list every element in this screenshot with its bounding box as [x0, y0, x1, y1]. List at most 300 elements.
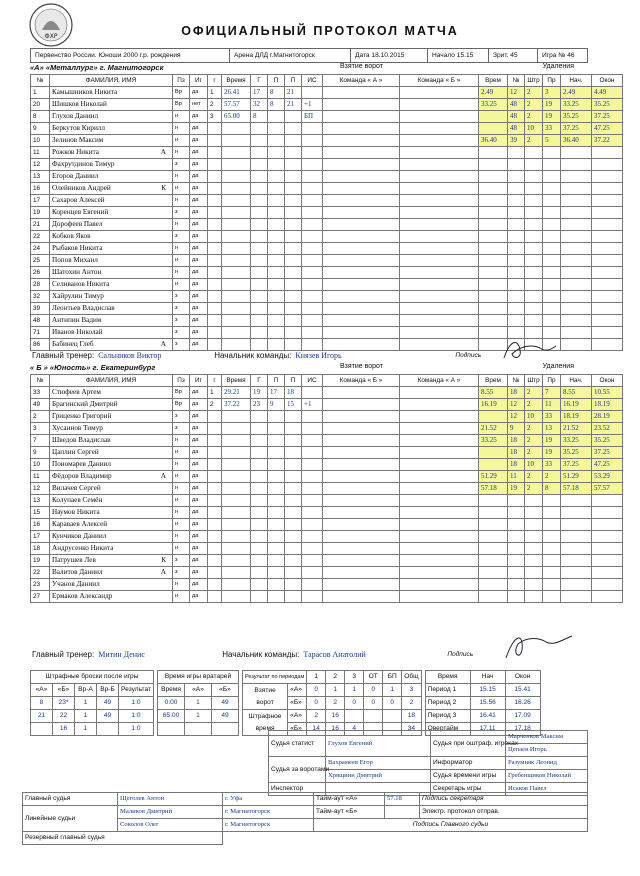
goalie-time-label: Время игры вратарей	[158, 671, 239, 684]
penalty-time	[479, 567, 508, 579]
penalty-time	[479, 171, 508, 183]
player-name: Рыбаков Никита	[50, 243, 173, 255]
goal-assist-1	[268, 315, 285, 327]
player-position: Вр	[173, 87, 190, 99]
player-played: да	[190, 303, 208, 315]
player-name: Учанов Даниил	[50, 579, 173, 591]
penalty-minutes: 2	[525, 135, 543, 147]
period-header: 2	[326, 671, 345, 684]
lineup-team-2	[400, 339, 479, 351]
lineup-team-2	[400, 87, 479, 99]
goal-scorer	[251, 471, 268, 483]
penalty-player	[508, 195, 525, 207]
period-header: ОТ	[364, 671, 383, 684]
player-name: Колупаев Семён	[50, 495, 173, 507]
penalty-time	[479, 303, 508, 315]
time-header: Нач	[470, 671, 505, 684]
goal-index	[208, 531, 222, 543]
penalty-code	[543, 543, 561, 555]
goal-assist-2	[285, 327, 302, 339]
penalty-player	[508, 159, 525, 171]
goal-time	[222, 267, 251, 279]
player-position: н	[173, 459, 190, 471]
goal-assist-1	[268, 339, 285, 351]
player-name: Егоров Даниил	[50, 171, 173, 183]
player-row	[31, 471, 623, 483]
penalty-minutes	[525, 267, 543, 279]
penalty-code: 5	[543, 135, 561, 147]
goal-assist-2	[285, 435, 302, 447]
penalty-player: 18	[508, 435, 525, 447]
line-referee-2: Соколов Олег	[118, 819, 223, 832]
player-role: А	[160, 340, 166, 348]
penalty-code: 33	[543, 123, 561, 135]
goal-time	[222, 447, 251, 459]
shootout-cell: 1	[75, 697, 97, 710]
shootout-cell	[31, 723, 53, 736]
goal-assist-2	[285, 447, 302, 459]
pen-official-2: Цепаев Игорь	[506, 744, 588, 757]
penalty-player: 18	[508, 387, 525, 399]
goal-scorer	[251, 207, 268, 219]
penalty-time	[479, 555, 508, 567]
penalty-code	[543, 219, 561, 231]
player-name: Селиванов Никита	[50, 279, 173, 291]
player-played: да	[190, 339, 208, 351]
goal-time: 37.22	[222, 399, 251, 411]
penalty-player	[508, 291, 525, 303]
team-a-section	[30, 63, 615, 351]
goal-assist-2	[285, 147, 302, 159]
goal-situation	[302, 159, 323, 171]
goal-time	[222, 315, 251, 327]
goalie-cell	[212, 723, 239, 736]
goal-assist-2	[285, 207, 302, 219]
goal-assist-1	[268, 591, 285, 603]
time-cell: 15.56	[470, 697, 505, 710]
team-a-captain: Князев Игорь	[295, 351, 342, 360]
lineup-team-1	[323, 591, 400, 603]
pim-value	[383, 710, 402, 723]
player-played: да	[190, 519, 208, 531]
goal-index	[208, 471, 222, 483]
goal-assist-2	[285, 543, 302, 555]
goal-scorer	[251, 171, 268, 183]
player-position: з	[173, 207, 190, 219]
penalty-end	[592, 579, 623, 591]
goal-assist-2	[285, 459, 302, 471]
goal-assist-2	[285, 303, 302, 315]
penalty-end	[592, 303, 623, 315]
penalty-code	[543, 579, 561, 591]
player-played: да	[190, 507, 208, 519]
svg-text:ФХР: ФХР	[44, 33, 58, 40]
penalty-time	[479, 207, 508, 219]
lineup-team-2	[400, 435, 479, 447]
goal-scorer	[251, 459, 268, 471]
goal-scorer	[251, 315, 268, 327]
penalty-time	[479, 183, 508, 195]
player-position: з	[173, 411, 190, 423]
penalty-code	[543, 495, 561, 507]
shootout-cell: 1:0	[119, 710, 154, 723]
player-played: да	[190, 291, 208, 303]
shootout-cell: 1:0	[119, 723, 154, 736]
penalty-start: 36.40	[561, 135, 592, 147]
goals-value: 0	[307, 697, 326, 710]
time-cell: 17.09	[505, 710, 540, 723]
goal-scorer	[251, 483, 268, 495]
goal-index	[208, 327, 222, 339]
shootout-cell: 23*	[53, 697, 75, 710]
lineup-team-2	[400, 171, 479, 183]
goal-situation	[302, 387, 323, 399]
goalie-header: Время	[158, 684, 185, 697]
penalty-code	[543, 243, 561, 255]
time-header: Время	[425, 671, 470, 684]
lineup-team-2	[400, 495, 479, 507]
goals-team: «А»	[288, 684, 307, 697]
player-played: да	[190, 171, 208, 183]
goalie-cell: 49	[212, 710, 239, 723]
start-time: Начало 15.15	[428, 49, 489, 62]
player-role: А	[160, 568, 166, 576]
penalty-minutes: 2	[525, 111, 543, 123]
player-position: н	[173, 123, 190, 135]
penalty-player	[508, 579, 525, 591]
pen-label: Судья при оштраф. игроках	[431, 731, 506, 757]
player-played: да	[190, 447, 208, 459]
goal-time	[222, 519, 251, 531]
lineup-team-1	[323, 315, 400, 327]
player-position: з	[173, 555, 190, 567]
column-header: №	[508, 375, 525, 387]
player-name: Олейников Андрей К	[50, 183, 173, 195]
team-a-signature	[500, 336, 560, 364]
goal-situation	[302, 231, 323, 243]
penalty-start	[561, 183, 592, 195]
goal-situation: +1	[302, 99, 323, 111]
goal-assist-1	[268, 567, 285, 579]
stat-official: Глухов Евгений	[326, 731, 431, 757]
penalty-time	[479, 267, 508, 279]
player-row	[31, 219, 623, 231]
time-cell: 15.41	[505, 684, 540, 697]
lineup-team-1	[323, 111, 400, 123]
penalty-code	[543, 303, 561, 315]
player-position: н	[173, 267, 190, 279]
goal-assist-2	[285, 315, 302, 327]
team-b-section	[30, 363, 615, 603]
penalty-end: 57.57	[592, 483, 623, 495]
goal-time	[222, 459, 251, 471]
shootout-cell: 1:0	[119, 697, 154, 710]
penalty-code: 2	[543, 471, 561, 483]
penalty-start	[561, 315, 592, 327]
penalty-code: 7	[543, 387, 561, 399]
penalty-time: 51.29	[479, 471, 508, 483]
lineup-team-1	[323, 411, 400, 423]
player-name: Сахаров Алексей	[50, 195, 173, 207]
player-position: з	[173, 423, 190, 435]
goal-scorer	[251, 579, 268, 591]
goal-scorer	[251, 135, 268, 147]
shootout-cell: 16	[53, 723, 75, 736]
player-played: да	[190, 327, 208, 339]
pim-value	[345, 710, 364, 723]
goal-assist-1	[268, 495, 285, 507]
player-row	[31, 99, 623, 111]
column-header: Штр	[525, 75, 543, 87]
goal-index	[208, 171, 222, 183]
goal-situation	[302, 591, 323, 603]
goal-time	[222, 471, 251, 483]
stat-label: Судья статист	[269, 731, 326, 757]
goals-value: 0	[364, 684, 383, 697]
penalty-player: 18	[508, 447, 525, 459]
player-played: да	[190, 543, 208, 555]
goal-situation	[302, 243, 323, 255]
goal-index	[208, 255, 222, 267]
time-cell: Период 3	[425, 710, 470, 723]
penalty-player	[508, 519, 525, 531]
player-row	[31, 483, 623, 495]
goal-index	[208, 123, 222, 135]
player-position: н	[173, 519, 190, 531]
penalty-minutes: 2	[525, 483, 543, 495]
player-name: Фёдоров Владимир А	[50, 471, 173, 483]
period-results-table	[242, 670, 422, 736]
player-position: н	[173, 243, 190, 255]
goal-situation	[302, 519, 323, 531]
player-position: н	[173, 543, 190, 555]
column-header: Команда « Б »	[323, 375, 400, 387]
lineup-team-1	[323, 555, 400, 567]
goal-assist-2	[285, 279, 302, 291]
pim-value: 34	[402, 723, 421, 736]
player-row	[31, 267, 623, 279]
penalty-time	[479, 411, 508, 423]
goal-situation	[302, 447, 323, 459]
goal-situation	[302, 579, 323, 591]
player-name: Леонтьев Владислав	[50, 303, 173, 315]
goal-situation: +1	[302, 399, 323, 411]
column-header: Иг	[190, 75, 208, 87]
lineup-team-2	[400, 231, 479, 243]
goal-situation	[302, 315, 323, 327]
penalty-time	[479, 543, 508, 555]
player-number: 7	[31, 435, 50, 447]
goal-situation	[302, 327, 323, 339]
goal-index: 1	[208, 387, 222, 399]
lineup-team-2	[400, 219, 479, 231]
player-number: 86	[31, 339, 50, 351]
penalty-time	[479, 195, 508, 207]
player-number: 15	[31, 507, 50, 519]
goal-situation: БП	[302, 111, 323, 123]
player-row	[31, 543, 623, 555]
penalty-minutes: 2	[525, 87, 543, 99]
lineup-team-2	[400, 183, 479, 195]
player-row	[31, 123, 623, 135]
pim-team: «А»	[288, 710, 307, 723]
goal-assist-2	[285, 195, 302, 207]
goal-index	[208, 423, 222, 435]
goal-assist-2	[285, 471, 302, 483]
penalty-end	[592, 255, 623, 267]
player-number: 22	[31, 231, 50, 243]
column-header: ИС	[302, 75, 323, 87]
penalty-minutes	[525, 567, 543, 579]
pim-value: 2	[307, 710, 326, 723]
e-protocol: Электр. протокол отправ.	[420, 806, 588, 819]
goal-time: 26.41	[222, 87, 251, 99]
penalty-minutes	[525, 147, 543, 159]
player-row	[31, 243, 623, 255]
player-played: да	[190, 387, 208, 399]
player-position: н	[173, 591, 190, 603]
goals-label: Взятие ворот	[243, 684, 288, 710]
goal-assist-1	[268, 231, 285, 243]
goal-index	[208, 183, 222, 195]
goals-value: 0	[364, 697, 383, 710]
player-row	[31, 315, 623, 327]
penalty-player	[508, 279, 525, 291]
time-cell: Период 1	[425, 684, 470, 697]
goal-assist-2	[285, 267, 302, 279]
shootout-header: Вр-А	[75, 684, 97, 697]
goal-time	[222, 219, 251, 231]
player-name: Андрусенко Никита	[50, 543, 173, 555]
lineup-team-1	[323, 507, 400, 519]
column-header: П	[285, 375, 302, 387]
column-header: П	[268, 375, 285, 387]
penalty-start	[561, 279, 592, 291]
penalty-end: 47.25	[592, 459, 623, 471]
penalty-time	[479, 255, 508, 267]
penalty-minutes	[525, 231, 543, 243]
goal-assist-2: 18	[285, 387, 302, 399]
penalty-start	[561, 207, 592, 219]
goal-situation	[302, 471, 323, 483]
lineup-team-1	[323, 123, 400, 135]
goalie-cell: 0.00	[158, 697, 185, 710]
shootout-cell: 21	[31, 710, 53, 723]
lineup-team-2	[400, 291, 479, 303]
lineup-team-2	[400, 243, 479, 255]
time-cell: 15.15	[470, 684, 505, 697]
penalty-time	[479, 219, 508, 231]
secretary-sign: Подпись секретаря	[420, 793, 588, 806]
period-header: Общ	[402, 671, 421, 684]
penalty-end: 47.25	[592, 123, 623, 135]
penalty-time	[479, 231, 508, 243]
goal-situation	[302, 507, 323, 519]
goal-situation	[302, 411, 323, 423]
player-played: да	[190, 399, 208, 411]
penalty-minutes	[525, 159, 543, 171]
goal-scorer: 32	[251, 99, 268, 111]
goal-time	[222, 255, 251, 267]
column-header: №	[31, 75, 50, 87]
penalty-end	[592, 315, 623, 327]
pim-value: 4	[345, 723, 364, 736]
penalty-code: 33	[543, 411, 561, 423]
penalty-start	[561, 171, 592, 183]
goal-assist-1	[268, 579, 285, 591]
player-name: Брагинский Дмитрий	[50, 399, 173, 411]
penalty-player: 18	[508, 459, 525, 471]
pim-team: «Б»	[288, 723, 307, 736]
goal-assist-2	[285, 519, 302, 531]
player-played: да	[190, 87, 208, 99]
penalty-player: 39	[508, 135, 525, 147]
penalty-time	[479, 591, 508, 603]
player-played: да	[190, 591, 208, 603]
lineup-team-2	[400, 471, 479, 483]
goal-scorer: 17	[251, 87, 268, 99]
penalty-time	[479, 519, 508, 531]
goal-time	[222, 159, 251, 171]
goal-assist-2	[285, 291, 302, 303]
period-header: 3	[345, 671, 364, 684]
player-number: 13	[31, 171, 50, 183]
goal-index	[208, 219, 222, 231]
player-row	[31, 255, 623, 267]
lineup-team-2	[400, 327, 479, 339]
goal-time	[222, 591, 251, 603]
time-label: Судья времени игры	[431, 770, 506, 783]
lineup-team-2	[400, 555, 479, 567]
page-title: ОФИЦИАЛЬНЫЙ ПРОТОКОЛ МАТЧА	[181, 24, 459, 38]
penalty-start	[561, 567, 592, 579]
goal-index	[208, 555, 222, 567]
player-played: да	[190, 195, 208, 207]
penalty-minutes: 2	[525, 423, 543, 435]
penalty-code	[543, 519, 561, 531]
penalty-player	[508, 303, 525, 315]
player-name: Антипин Вадим	[50, 315, 173, 327]
lineup-team-2	[400, 279, 479, 291]
player-number: 33	[31, 387, 50, 399]
penalty-time: 2.49	[479, 87, 508, 99]
goal-scorer	[251, 447, 268, 459]
shootout-cell: 8	[31, 697, 53, 710]
shootout-cell	[97, 723, 119, 736]
goal-scorer	[251, 291, 268, 303]
player-name: Шишков Николай	[50, 99, 173, 111]
penalty-player: 12	[508, 87, 525, 99]
goal-assist-1: 8	[268, 87, 285, 99]
goal-situation	[302, 495, 323, 507]
player-row	[31, 135, 623, 147]
penalty-start: 33.25	[561, 435, 592, 447]
penalty-minutes	[525, 519, 543, 531]
time-cell: Период 2	[425, 697, 470, 710]
goal-time	[222, 495, 251, 507]
goal-scorer	[251, 195, 268, 207]
penalty-code: 3	[543, 87, 561, 99]
penalty-time	[479, 507, 508, 519]
penalty-minutes	[525, 543, 543, 555]
lineup-team-1	[323, 543, 400, 555]
goal-situation	[302, 303, 323, 315]
lineup-team-2	[400, 147, 479, 159]
penalty-minutes: 2	[525, 399, 543, 411]
player-number: 17	[31, 195, 50, 207]
player-played: да	[190, 423, 208, 435]
penalty-end	[592, 231, 623, 243]
